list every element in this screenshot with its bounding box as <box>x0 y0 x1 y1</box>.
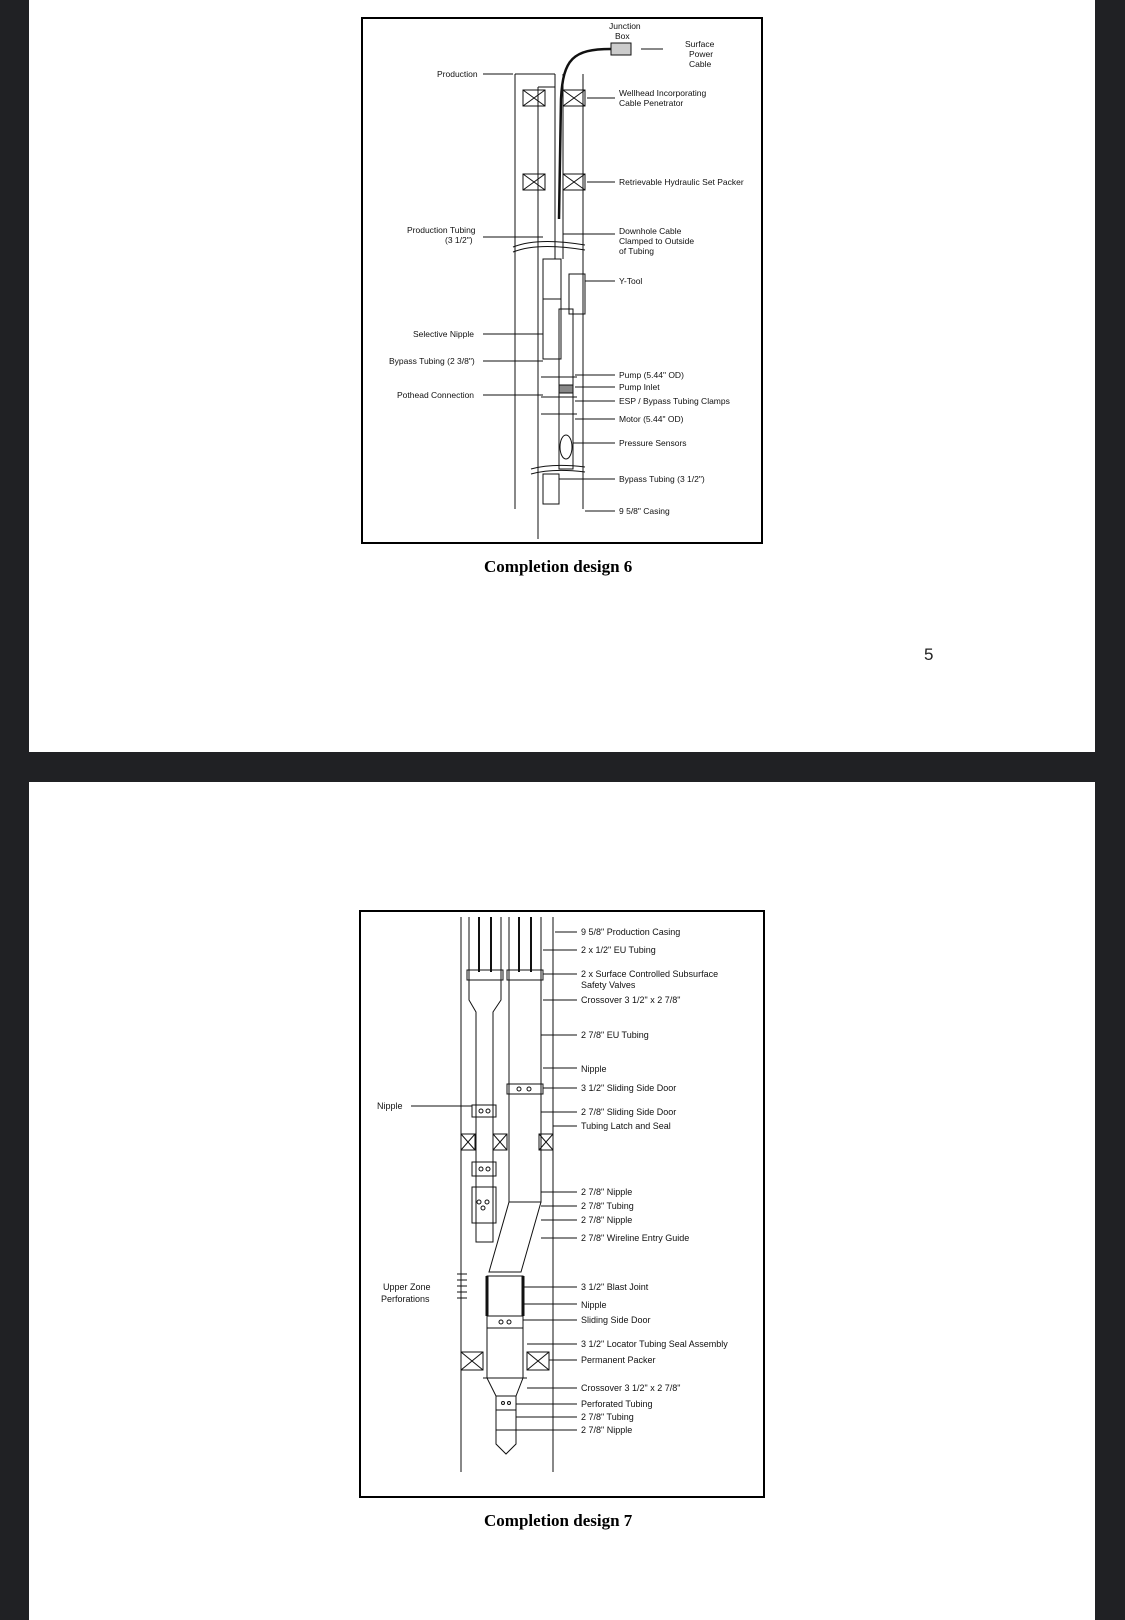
downhole-cable-label-2: Clamped to Outside <box>619 236 695 246</box>
perforated-tubing <box>496 1396 516 1410</box>
eu-tubing-half-label: 2 x 1/2" EU Tubing <box>581 945 656 955</box>
pressure-sensors-label: Pressure Sensors <box>619 438 687 448</box>
bottom-nipple <box>496 1430 516 1454</box>
page-number: 5 <box>924 645 934 664</box>
nipple-278-b-label: 2 7/8" Nipple <box>581 1215 633 1225</box>
document-page-2 <box>29 782 1095 1620</box>
selective-nipple-label: Selective Nipple <box>413 329 474 339</box>
nipple-278-a-label: 2 7/8" Nipple <box>581 1187 633 1197</box>
ssd-278-label: 2 7/8" Sliding Side Door <box>581 1107 677 1117</box>
safety-valve-left <box>467 970 503 980</box>
wireline-guide-label: 2 7/8" Wireline Entry Guide <box>581 1233 690 1243</box>
pothead-connection-label: Pothead Connection <box>397 390 475 400</box>
production-tubing-size-label: (3 1/2") <box>445 235 473 245</box>
production-tubing-label: Production Tubing <box>407 225 476 235</box>
production-casing-label: 9 5/8" Production Casing <box>581 927 681 937</box>
power-cable <box>559 49 611 219</box>
pump-inlet-label: Pump Inlet <box>619 382 660 392</box>
figure-caption-design-7: Completion design 7 <box>484 1511 633 1530</box>
surface-power-cable-label: Surface <box>685 39 715 49</box>
blast-joint-label: 3 1/2" Blast Joint <box>581 1282 649 1292</box>
pump-label: Pump (5.44" OD) <box>619 370 684 380</box>
crossover-bottom <box>483 1378 527 1396</box>
bypass-tubing-large <box>543 474 559 504</box>
permanent-packer-label: Permanent Packer <box>581 1355 656 1365</box>
nipple-top-label: Nipple <box>581 1064 607 1074</box>
nipple-mid-label: Nipple <box>581 1300 607 1310</box>
junction-box-label-2: Box <box>615 31 630 41</box>
upper-zone-label-2: Perforations <box>381 1294 430 1304</box>
production-label: Production <box>437 69 478 79</box>
downhole-cable-label: Downhole Cable <box>619 226 682 236</box>
wellhead-label: Wellhead Incorporating <box>619 88 707 98</box>
eu-tubing-278-label: 2 7/8" EU Tubing <box>581 1030 649 1040</box>
locator-seal-assembly <box>487 1328 523 1378</box>
well-schematic-7 <box>361 912 763 1496</box>
surface-power-cable-label-3: Cable <box>689 59 712 69</box>
locator-seal-label: 3 1/2" Locator Tubing Seal Assembly <box>581 1339 728 1349</box>
production-tubing <box>543 259 561 299</box>
surface-power-cable-label-2: Power <box>689 49 714 59</box>
wellhead-label-2: Cable Penetrator <box>619 98 684 108</box>
pressure-sensors <box>560 435 572 459</box>
junction-box <box>611 43 631 55</box>
safety-valve-right <box>507 970 543 980</box>
y-tool-label: Y-Tool <box>619 276 643 286</box>
clamps-label: ESP / Bypass Tubing Clamps <box>619 396 730 406</box>
ssd-312-label: 3 1/2" Sliding Side Door <box>581 1083 677 1093</box>
motor-label: Motor (5.44" OD) <box>619 414 684 424</box>
downhole-cable-label-3: of Tubing <box>619 246 654 256</box>
bypass-tubing-large-label: Bypass Tubing (3 1/2") <box>619 474 705 484</box>
safety-valves-label-2: Safety Valves <box>581 980 636 990</box>
sliding-side-door <box>487 1316 523 1328</box>
bypass-tubing-small-label: Bypass Tubing (2 3/8") <box>389 356 475 366</box>
crossover-top-label: Crossover 3 1/2" x 2 7/8" <box>581 995 681 1005</box>
perforated-tubing-label: Perforated Tubing <box>581 1399 653 1409</box>
right-tubing-string <box>509 982 541 1202</box>
figure-caption-design-6: Completion design 6 <box>484 557 633 576</box>
upper-zone-label: Upper Zone <box>383 1282 431 1292</box>
wireline-entry-guide <box>489 1202 541 1272</box>
nipple-left-label: Nipple <box>377 1101 403 1111</box>
crossover-bottom-label: Crossover 3 1/2" x 2 7/8" <box>581 1383 681 1393</box>
bypass-tubing-small <box>543 299 561 359</box>
document-page-1 <box>29 0 1095 752</box>
completion-design-7-diagram <box>359 910 765 1498</box>
completion-design-6-diagram <box>361 17 763 544</box>
ssd-plain-label: Sliding Side Door <box>581 1315 651 1325</box>
tubing-278-b-label: 2 7/8" Tubing <box>581 1412 634 1422</box>
blast-joint <box>487 1276 523 1316</box>
sliding-side-door-312 <box>507 1084 543 1094</box>
latch-seal-label: Tubing Latch and Seal <box>581 1121 671 1131</box>
casing-label: 9 5/8" Casing <box>619 506 670 516</box>
tubing-278-a-label: 2 7/8" Tubing <box>581 1201 634 1211</box>
junction-box-label: Junction <box>609 21 641 31</box>
packer-label: Retrievable Hydraulic Set Packer <box>619 177 744 187</box>
safety-valves-label: 2 x Surface Controlled Subsurface <box>581 969 719 979</box>
well-schematic-6 <box>363 19 761 542</box>
nipple-278-c-label: 2 7/8" Nipple <box>581 1425 633 1435</box>
